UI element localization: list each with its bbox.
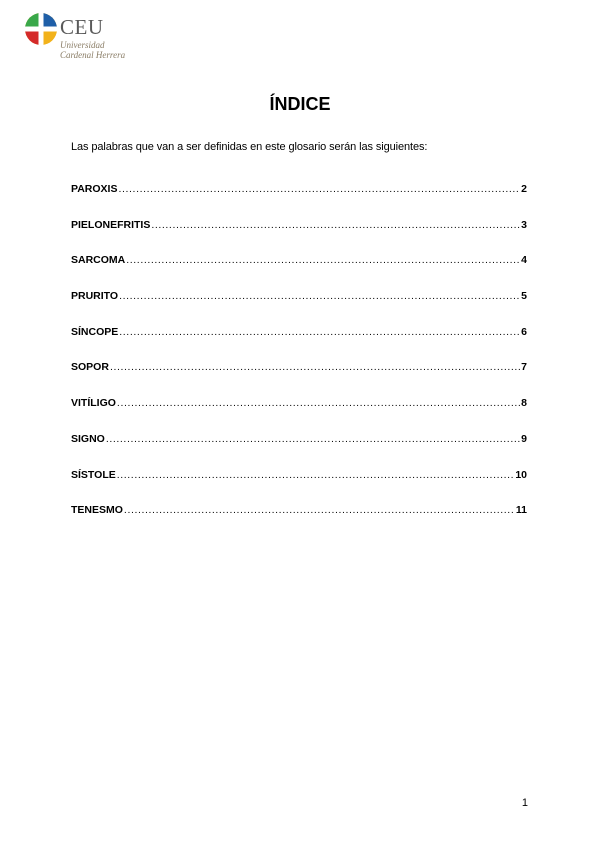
ceu-cross-icon <box>24 12 58 46</box>
table-of-contents <box>71 182 527 539</box>
toc-page-number: 9 <box>521 432 527 445</box>
toc-term: VITÍLIGO <box>71 397 116 410</box>
toc-term: PAROXIS <box>71 183 118 195</box>
toc-entry-signo[interactable] <box>71 432 527 446</box>
toc-leader-dots <box>117 396 520 410</box>
university-logo <box>24 12 144 60</box>
toc-entry-sarcoma[interactable] <box>71 253 527 267</box>
intro-paragraph: Las palabras que van a ser definidas en este glosario serán las siguientes: <box>71 141 428 153</box>
toc-term: SIGNO <box>71 432 105 445</box>
page-number: 1 <box>521 797 528 809</box>
toc-entry-prurito[interactable] <box>71 289 527 303</box>
toc-entry-vitiligo[interactable] <box>71 396 527 410</box>
toc-term: SÍNCOPE <box>71 325 119 338</box>
toc-page-number: 6 <box>521 325 527 338</box>
toc-entry-sopor[interactable] <box>71 360 527 374</box>
toc-entry-tenesmo[interactable] <box>71 503 527 517</box>
logo-subtitle-line1: Universidad <box>60 40 105 50</box>
toc-leader-dots <box>106 432 520 446</box>
toc-term: TENESMO <box>71 504 123 517</box>
toc-page-number: 8 <box>521 397 527 410</box>
toc-entry-pielonefritis[interactable] <box>71 218 527 232</box>
toc-term: PIELONEFRITIS <box>71 218 151 231</box>
toc-leader-dots <box>119 289 520 303</box>
logo-title: CEU <box>60 15 104 39</box>
logo-subtitle-line2: Cardenal Herrera <box>60 50 126 60</box>
toc-page-number: 10 <box>515 468 527 481</box>
toc-term: PRURITO <box>71 290 119 303</box>
toc-page-number: 3 <box>521 218 527 231</box>
toc-entry-sistole[interactable] <box>71 468 527 482</box>
toc-entry-sincope[interactable] <box>71 325 527 339</box>
toc-leader-dots <box>117 468 515 482</box>
toc-leader-dots <box>126 253 520 267</box>
toc-leader-dots <box>124 503 515 517</box>
toc-page-number: 4 <box>521 254 527 267</box>
toc-leader-dots <box>119 325 520 339</box>
toc-leader-dots <box>110 360 520 374</box>
toc-leader-dots <box>118 182 520 196</box>
toc-term: SARCOMA <box>71 254 126 267</box>
toc-page-number: 5 <box>521 290 527 303</box>
toc-term: SOPOR <box>71 361 109 374</box>
toc-page-number: 7 <box>521 361 527 374</box>
toc-leader-dots <box>151 218 520 232</box>
page-title: ÍNDICE <box>269 94 331 114</box>
toc-term: SÍSTOLE <box>71 468 116 481</box>
toc-page-number: 2 <box>521 183 527 195</box>
toc-entry-paroxis[interactable] <box>71 182 527 196</box>
toc-page-number: 11 <box>515 504 527 517</box>
